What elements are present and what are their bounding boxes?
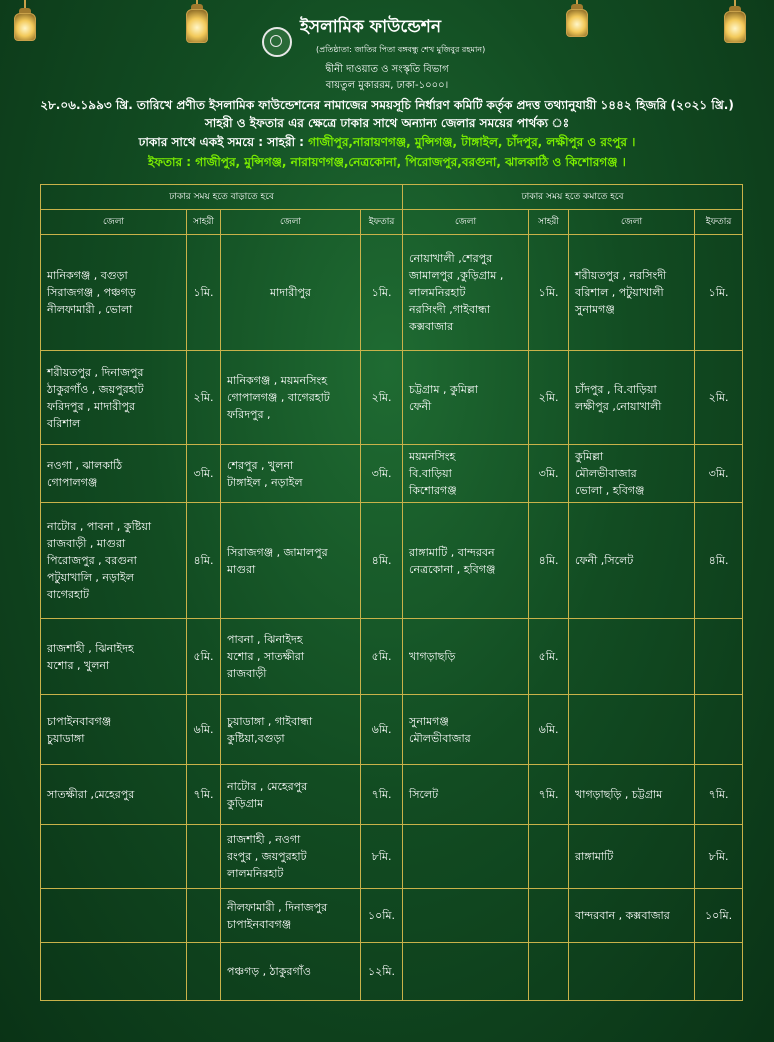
same-time-iftar: গাজীপুর, মুন্সিগঞ্জ, নারায়ণগঞ্জ,নেত্রকোনা, পিরোজপুর,বরগুনা, ঝালকাঠি ও কিশোরগঞ্জ । (195, 155, 626, 169)
sub-sahri-districts (403, 825, 529, 889)
foundation-emblem-icon (262, 27, 292, 57)
sub-sahri-districts: নোয়াখালী ,শেরপুর জামালপুর ,কুড়িগ্রাম , লালমনিরহাট নরসিংদী ,গাইবান্ধা কক্সবাজার (403, 235, 529, 351)
sub-sahri-districts: খাগড়াছড়ি (403, 619, 529, 695)
add-iftar-minutes: ৪মি. (361, 503, 403, 619)
add-iftar-minutes: ১২মি. (361, 943, 403, 1001)
sub-sahri-districts: ময়মনসিংহ বি.বাড়িয়া কিশোরগঞ্জ (403, 445, 529, 503)
table-row (41, 235, 743, 351)
sub-iftar-minutes: ৮মি. (695, 825, 743, 889)
add-iftar-minutes: ৩মি. (361, 445, 403, 503)
add-sahri-districts: শরীয়তপুর , দিনাজপুর ঠাকুরগাঁও , জয়পুরহাট ফরিদপুর , মাদারীপুর বরিশাল (41, 351, 187, 445)
sub-sahri-districts: চট্টগ্রাম , কুমিল্লা ফেনী (403, 351, 529, 445)
sub-sahri-minutes: ৩মি. (529, 445, 569, 503)
add-sahri-districts (41, 889, 187, 943)
add-sahri-districts: সাতক্ষীরা ,মেহেরপুর (41, 765, 187, 825)
add-sahri-minutes (187, 825, 221, 889)
table-row (41, 695, 743, 765)
sub-sahri-districts (403, 943, 529, 1001)
add-sahri-districts (41, 825, 187, 889)
sub-sahri-minutes: ১মি. (529, 235, 569, 351)
same-time-prefix: ঢাকার সাথে একই সময়ে : সাহরী : (138, 135, 304, 149)
sub-iftar-minutes: ২মি. (695, 351, 743, 445)
col-header-district: জেলা (569, 210, 695, 235)
group-header-add: ঢাকার সময় হতে বাড়াতে হবে (41, 185, 403, 210)
table-row (41, 445, 743, 503)
table-body (41, 235, 743, 1001)
sub-iftar-minutes (695, 619, 743, 695)
table-row (41, 619, 743, 695)
sub-sahri-minutes (529, 889, 569, 943)
time-difference-table (40, 184, 743, 1001)
same-time-sahri-line (0, 134, 774, 154)
sub-sahri-minutes: ৪মি. (529, 503, 569, 619)
table-row (41, 503, 743, 619)
add-iftar-minutes: ১মি. (361, 235, 403, 351)
add-sahri-minutes: ৩মি. (187, 445, 221, 503)
add-iftar-minutes: ১০মি. (361, 889, 403, 943)
sub-iftar-minutes: ৪মি. (695, 503, 743, 619)
col-header-iftar: ইফতার (361, 210, 403, 235)
add-sahri-minutes: ১মি. (187, 235, 221, 351)
sub-iftar-minutes: ১মি. (695, 235, 743, 351)
sub-sahri-districts: সুনামগঞ্জ মৌলভীবাজার (403, 695, 529, 765)
add-sahri-districts: রাজশাহী , ঝিনাইদহ যশোর , খুলনা (41, 619, 187, 695)
add-iftar-minutes: ৮মি. (361, 825, 403, 889)
sub-iftar-minutes (695, 695, 743, 765)
add-iftar-districts: রাজশাহী , নওগা রংপুর , জয়পুরহাট লালমনিরহাট (221, 825, 361, 889)
sub-iftar-minutes: ৩মি. (695, 445, 743, 503)
add-iftar-minutes: ৬মি. (361, 695, 403, 765)
sub-iftar-minutes (695, 943, 743, 1001)
sub-iftar-districts (569, 695, 695, 765)
sub-iftar-districts: কুমিল্লা মৌলভীবাজার ভোলা , হবিগঞ্জ (569, 445, 695, 503)
add-iftar-minutes: ২মি. (361, 351, 403, 445)
sub-sahri-districts (403, 889, 529, 943)
intro-text: ২৮.০৬.১৯৯৩ খ্রি. তারিখে প্রণীত ইসলামিক ফাউন্ডেশনের নামাজের সময়সূচি নির্ধারণ কমিটি কর্তৃক প্রদত্ত তথ্যানুযায়ী ১৪৪২ হিজরি (২০২১ খ্রি.) সাহরী ও ইফতার এর ক্ষেত্রে ঢাকার সাথে অন্যান্য জেলার সময়ের পার্থক্য ঃ (40, 98, 734, 130)
add-iftar-districts: সিরাজগঞ্জ , জামালপুর মাগুরা (221, 503, 361, 619)
sub-iftar-districts: খাগড়াছড়ি , চট্টগ্রাম (569, 765, 695, 825)
add-sahri-districts: নওগা , ঝালকাঠি গোপালগঞ্জ (41, 445, 187, 503)
sub-sahri-minutes: ৬মি. (529, 695, 569, 765)
sub-sahri-minutes (529, 825, 569, 889)
add-sahri-minutes: ৪মি. (187, 503, 221, 619)
sub-sahri-minutes (529, 943, 569, 1001)
col-header-sahri: সাহরী (529, 210, 569, 235)
sub-sahri-minutes: ৫মি. (529, 619, 569, 695)
sub-iftar-districts: বান্দরবান , কক্সবাজার (569, 889, 695, 943)
add-sahri-minutes: ২মি. (187, 351, 221, 445)
add-sahri-minutes (187, 943, 221, 1001)
add-iftar-districts: পাবনা , ঝিনাইদহ যশোর , সাতক্ষীরা রাজবাড়ী (221, 619, 361, 695)
add-sahri-minutes: ৫মি. (187, 619, 221, 695)
table-row (41, 889, 743, 943)
table-row (41, 825, 743, 889)
header (0, 0, 774, 178)
org-subtitle: (প্রতিষ্ঠাতা: জাতির পিতা বঙ্গবন্ধু শেখ মুজিবুর রহমান) (316, 45, 486, 54)
table-row (41, 351, 743, 445)
add-iftar-districts: চুয়াডাঙ্গা , গাইবান্ধা কুষ্টিয়া,বগুড়া (221, 695, 361, 765)
col-header-district: জেলা (221, 210, 361, 235)
sub-iftar-minutes: ৭মি. (695, 765, 743, 825)
sub-iftar-districts: শরীয়তপুর , নরসিংদী বরিশাল , পটুয়াখালী সুনামগঞ্জ (569, 235, 695, 351)
add-sahri-minutes: ৬মি. (187, 695, 221, 765)
same-time-sahri: গাজীপুর,নারায়ণগঞ্জ, মুন্সিগঞ্জ, টাঙ্গাইল, চাঁদপুর, লক্ষীপুর ও রংপুর । (308, 135, 636, 149)
add-sahri-districts: নাটোর , পাবনা , কুষ্টিয়া রাজবাড়ী , মাগুরা পিরোজপুর , বরগুনা পটুয়াখালি , নড়াইল বাগেরহাট (41, 503, 187, 619)
group-header-subtract: ঢাকার সময় হতে কমাতে হবে (403, 185, 743, 210)
table-row (41, 943, 743, 1001)
sub-iftar-districts: চাঁদপুর , বি.বাড়িয়া লক্ষীপুর ,নোয়াখালী (569, 351, 695, 445)
add-sahri-districts (41, 943, 187, 1001)
col-header-district: জেলা (403, 210, 529, 235)
add-sahri-districts: মানিকগঞ্জ , বগুড়া সিরাজগঞ্জ , পঞ্চগড় নীলফামারী , ভোলা (41, 235, 187, 351)
table-row (41, 765, 743, 825)
add-iftar-districts: মাদারীপুর (221, 235, 361, 351)
col-header-iftar: ইফতার (695, 210, 743, 235)
add-sahri-minutes (187, 889, 221, 943)
add-iftar-minutes: ৫মি. (361, 619, 403, 695)
address: বায়তুল মুকাররম, ঢাকা-১০০০। (325, 80, 449, 91)
add-iftar-districts: শেরপুর , খুলনা টাঙ্গাইল , নড়াইল (221, 445, 361, 503)
add-iftar-districts: নাটোর , মেহেরপুর কুড়িগ্রাম (221, 765, 361, 825)
sub-iftar-districts (569, 943, 695, 1001)
add-sahri-minutes: ৭মি. (187, 765, 221, 825)
sub-iftar-districts: রাঙ্গামাটি (569, 825, 695, 889)
add-iftar-minutes: ৭মি. (361, 765, 403, 825)
sub-sahri-districts: রাঙ্গামাটি , বান্দরবন নেত্রকোনা , হবিগঞ্জ (403, 503, 529, 619)
org-title: ইসলামিক ফাউন্ডেশন (300, 17, 441, 37)
col-header-sahri: সাহরী (187, 210, 221, 235)
add-iftar-districts: নীলফামারী , দিনাজপুর চাপাইনবাবগঞ্জ (221, 889, 361, 943)
col-header-district: জেলা (41, 210, 187, 235)
add-sahri-districts: চাপাইনবাবগঞ্জ চুয়াডাঙ্গা (41, 695, 187, 765)
add-iftar-districts: মানিকগঞ্জ , ময়মনসিংহ গোপালগঞ্জ , বাগেরহাট ফরিদপুর , (221, 351, 361, 445)
sub-sahri-minutes: ২মি. (529, 351, 569, 445)
sub-iftar-districts (569, 619, 695, 695)
sub-iftar-districts: ফেনী ,সিলেট (569, 503, 695, 619)
sub-iftar-minutes: ১০মি. (695, 889, 743, 943)
same-time-iftar-prefix: ইফতার : (148, 155, 192, 169)
department: দ্বীনী দাওয়াত ও সংস্কৃতি বিভাগ (325, 64, 449, 75)
sub-sahri-districts: সিলেট (403, 765, 529, 825)
sub-sahri-minutes: ৭মি. (529, 765, 569, 825)
same-time-iftar-line (0, 154, 774, 174)
add-iftar-districts: পঞ্চগড় , ঠাকুরগাঁও (221, 943, 361, 1001)
